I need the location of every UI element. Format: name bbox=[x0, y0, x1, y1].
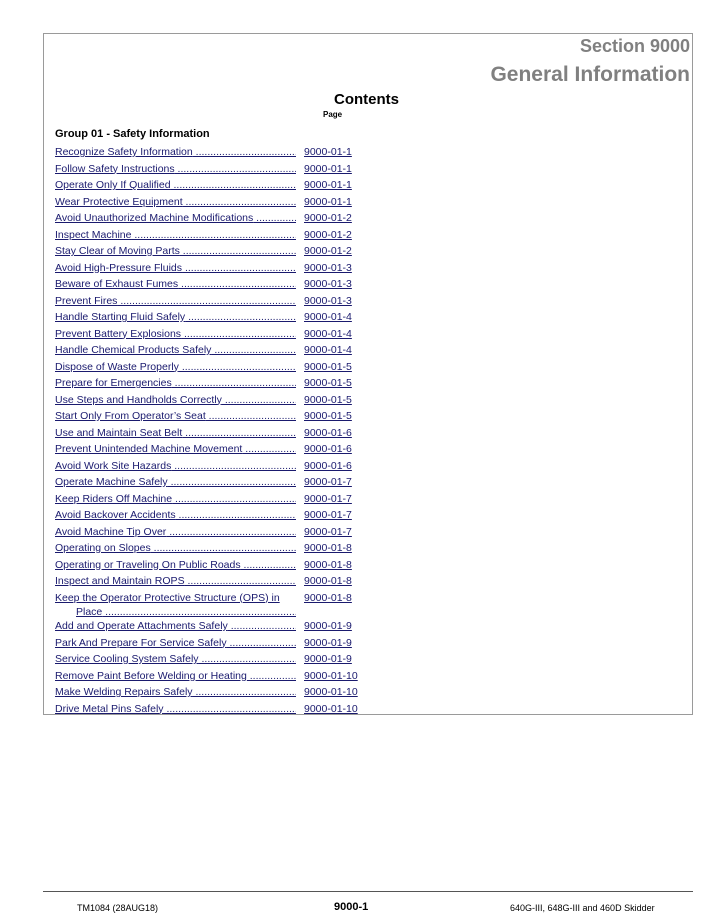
toc-page-link[interactable]: 9000-01-10 bbox=[304, 686, 358, 698]
toc-page-link[interactable]: 9000-01-10 bbox=[304, 702, 358, 715]
toc-page-link[interactable]: 9000-01-7 bbox=[304, 476, 352, 488]
toc-entry bbox=[55, 162, 365, 179]
toc-page-link[interactable]: 9000-01-1 bbox=[304, 195, 352, 208]
toc-entry-link[interactable]: Avoid High-Pressure Fluids ..... bbox=[55, 261, 296, 275]
contents-heading: Contents bbox=[334, 91, 399, 108]
toc-page-link[interactable]: 9000-01-9 bbox=[304, 636, 352, 649]
toc-entry-link[interactable]: Inspect Machine ..... bbox=[55, 228, 296, 242]
toc-entry-link[interactable]: Add and Operate Attachments Safely ..... bbox=[55, 619, 296, 633]
toc-entry-link[interactable]: Start Only From Operator’s Seat ..... bbox=[55, 409, 296, 423]
toc-page-link[interactable]: 9000-01-10 bbox=[304, 669, 358, 682]
toc-entry-link[interactable]: Stay Clear of Moving Parts ..... bbox=[55, 244, 296, 258]
toc-page-link[interactable]: 9000-01-9 bbox=[304, 653, 352, 665]
toc-entry bbox=[55, 619, 365, 636]
toc-entry bbox=[55, 195, 365, 212]
toc-entry-link[interactable]: Dispose of Waste Properly ..... bbox=[55, 360, 296, 374]
toc-entry-link[interactable]: Operate Machine Safely ..... bbox=[55, 475, 296, 489]
toc-entry-link[interactable]: Handle Chemical Products Safely ..... bbox=[55, 343, 296, 357]
toc-entry bbox=[55, 343, 365, 360]
toc-entry bbox=[55, 178, 365, 195]
footer-doc-id: TM1084 (28AUG18) bbox=[77, 903, 159, 913]
toc-entry-link[interactable]: Keep Riders Off Machine ..... bbox=[55, 492, 296, 506]
toc-entry bbox=[55, 294, 365, 311]
toc-entry-link[interactable]: Prepare for Emergencies ..... bbox=[55, 376, 296, 390]
toc-entry-link[interactable]: Service Cooling System Safely ..... bbox=[55, 652, 296, 666]
toc-page-link[interactable]: 9000-01-5 bbox=[304, 393, 352, 406]
toc-entry-link[interactable]: Handle Starting Fluid Safely ..... bbox=[55, 310, 296, 324]
toc-page-link[interactable]: 9000-01-7 bbox=[304, 492, 352, 505]
toc-entry bbox=[55, 459, 365, 476]
toc-entry bbox=[55, 558, 365, 575]
toc-entry bbox=[55, 327, 365, 344]
toc-entry bbox=[55, 277, 365, 294]
group-heading: Group 01 - Safety Information bbox=[55, 128, 210, 140]
toc-page-link[interactable]: 9000-01-4 bbox=[304, 344, 352, 356]
toc-page-link[interactable]: 9000-01-9 bbox=[304, 620, 352, 632]
toc-entry-link[interactable]: Prevent Battery Explosions ..... bbox=[55, 327, 296, 341]
toc-entry-link[interactable]: Avoid Work Site Hazards ..... bbox=[55, 459, 296, 473]
toc-entry bbox=[55, 376, 365, 393]
footer-model: 640G-III, 648G-III and 460D Skidder bbox=[510, 903, 655, 913]
toc-page-link[interactable]: 9000-01-5 bbox=[304, 377, 352, 389]
toc-entry-link[interactable]: Recognize Safety Information ..... bbox=[55, 145, 296, 159]
toc-entry bbox=[55, 360, 365, 377]
toc-entry-link[interactable]: Follow Safety Instructions ..... bbox=[55, 162, 296, 176]
toc-page-link[interactable]: 9000-01-6 bbox=[304, 459, 352, 472]
table-of-contents bbox=[55, 145, 365, 718]
toc-entry bbox=[55, 492, 365, 509]
toc-page-link[interactable]: 9000-01-2 bbox=[304, 245, 352, 257]
toc-page-link[interactable]: 9000-01-7 bbox=[304, 509, 352, 521]
toc-page-link[interactable]: 9000-01-4 bbox=[304, 311, 352, 323]
toc-entry-text: Keep the Operator Protective Structure (OPS) in bbox=[55, 591, 280, 604]
toc-entry bbox=[55, 636, 365, 653]
toc-page-link[interactable]: 9000-01-1 bbox=[304, 162, 352, 175]
toc-entry bbox=[55, 244, 365, 261]
toc-entry bbox=[55, 669, 365, 686]
toc-entry-link[interactable]: Beware of Exhaust Fumes ..... bbox=[55, 277, 296, 291]
section-title: General Information bbox=[490, 63, 690, 86]
toc-entry-link[interactable]: Avoid Machine Tip Over ..... bbox=[55, 525, 296, 539]
toc-entry-link[interactable]: Remove Paint Before Welding or Heating ..... bbox=[55, 669, 296, 683]
toc-entry-link[interactable]: Prevent Fires ..... bbox=[55, 294, 296, 308]
toc-entry-link[interactable]: Wear Protective Equipment ..... bbox=[55, 195, 296, 209]
toc-entry-link[interactable]: Operating on Slopes ..... bbox=[55, 541, 296, 555]
toc-entry bbox=[55, 702, 365, 719]
toc-page-link[interactable]: 9000-01-8 bbox=[304, 591, 352, 604]
toc-page-link[interactable]: 9000-01-1 bbox=[304, 179, 352, 191]
toc-entry bbox=[55, 426, 365, 443]
toc-page-link[interactable]: 9000-01-8 bbox=[304, 575, 352, 587]
page-column-label: Page bbox=[323, 110, 343, 119]
toc-page-link[interactable]: 9000-01-4 bbox=[304, 327, 352, 340]
toc-entry-link[interactable]: Prevent Unintended Machine Movement ..... bbox=[55, 442, 296, 456]
toc-entry-link[interactable] bbox=[55, 591, 296, 619]
toc-entry bbox=[55, 508, 365, 525]
toc-entry bbox=[55, 393, 365, 410]
toc-page-link[interactable]: 9000-01-2 bbox=[304, 212, 352, 224]
footer-page-number: 9000-1 bbox=[334, 901, 369, 913]
toc-entry bbox=[55, 525, 365, 542]
toc-entry-link[interactable]: Avoid Backover Accidents ..... bbox=[55, 508, 296, 522]
toc-page-link[interactable]: 9000-01-8 bbox=[304, 558, 352, 571]
toc-entry-link[interactable]: Avoid Unauthorized Machine Modifications ..... bbox=[55, 211, 296, 225]
toc-page-link[interactable]: 9000-01-3 bbox=[304, 278, 352, 290]
toc-entry bbox=[55, 475, 365, 492]
toc-entry bbox=[55, 591, 365, 620]
toc-entry bbox=[55, 541, 365, 558]
toc-page-link[interactable]: 9000-01-5 bbox=[304, 410, 352, 422]
toc-entry bbox=[55, 211, 365, 228]
toc-entry-link[interactable]: Operating or Traveling On Public Roads ..... bbox=[55, 558, 296, 572]
toc-entry-link[interactable]: Park And Prepare For Service Safely ..... bbox=[55, 636, 296, 650]
toc-page-link[interactable]: 9000-01-3 bbox=[304, 294, 352, 307]
toc-entry bbox=[55, 652, 365, 669]
toc-page-link[interactable]: 9000-01-5 bbox=[304, 360, 352, 373]
section-number: Section 9000 bbox=[579, 36, 690, 56]
toc-page-link[interactable]: 9000-01-6 bbox=[304, 426, 352, 439]
toc-page-link[interactable]: 9000-01-1 bbox=[304, 146, 352, 158]
toc-entry bbox=[55, 261, 365, 278]
toc-entry-text-continued: Place ..... bbox=[55, 605, 296, 619]
toc-entry bbox=[55, 685, 365, 702]
toc-page-link[interactable]: 9000-01-7 bbox=[304, 525, 352, 538]
toc-entry bbox=[55, 409, 365, 426]
toc-page-link[interactable]: 9000-01-8 bbox=[304, 542, 352, 554]
toc-entry-link[interactable]: Use Steps and Handholds Correctly ..... bbox=[55, 393, 296, 407]
toc-entry bbox=[55, 574, 365, 591]
toc-entry-link[interactable]: Inspect and Maintain ROPS ..... bbox=[55, 574, 296, 588]
toc-page-link[interactable]: 9000-01-3 bbox=[304, 261, 352, 274]
toc-entry-link[interactable]: Use and Maintain Seat Belt ..... bbox=[55, 426, 296, 440]
toc-entry bbox=[55, 228, 365, 245]
toc-entry-link[interactable]: Make Welding Repairs Safely ..... bbox=[55, 685, 296, 699]
toc-page-link[interactable]: 9000-01-2 bbox=[304, 228, 352, 241]
toc-entry bbox=[55, 145, 365, 162]
toc-entry bbox=[55, 442, 365, 459]
toc-page-link[interactable]: 9000-01-6 bbox=[304, 443, 352, 455]
toc-entry-link[interactable]: Drive Metal Pins Safely ..... bbox=[55, 702, 296, 716]
toc-entry bbox=[55, 310, 365, 327]
footer-divider bbox=[43, 891, 693, 892]
toc-entry-link[interactable]: Operate Only If Qualified ..... bbox=[55, 178, 296, 192]
